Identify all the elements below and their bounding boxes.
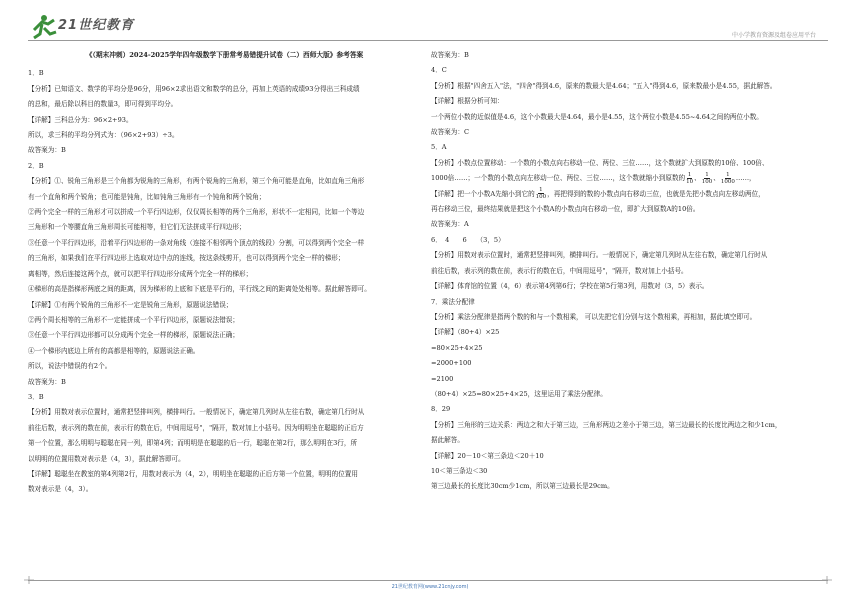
- answer-line: ③任意一个平行四边形都可以分成两个完全一样的梯形，原题说法正确；: [28, 331, 239, 340]
- answer-line: 三角形和一个等腰直角三角形周长可能相等，但它们无法拼成平行四边形；: [28, 223, 246, 232]
- answer-line: =2100: [431, 374, 454, 383]
- right-column: [431, 48, 826, 495]
- platform-tagline: 中小学教育资源及组卷应用平台: [731, 32, 816, 39]
- line-text: ，再把得到的数的小数点向右移动三位，也就是先把小数点向左移动两位，: [547, 189, 765, 198]
- answer-line: 故答案为：C: [431, 128, 470, 137]
- answer-line: 【分析】三角形的三边关系：两边之和大于第三边，三角形两边之差小于第三边，第三边最长的长度比两边之和少1cm，: [431, 420, 782, 429]
- answer-line: ④一个梯形内底边上所有的高都是相等的，原题说法正确。: [28, 346, 200, 355]
- answer-line: 故答案为：B: [431, 51, 469, 59]
- answer-line: 数对表示是（4，3）。: [28, 485, 93, 494]
- line-text: 1000倍……；一个数的小数点向左移动一位、两位、三位……，这个数就缩小到原数的: [431, 174, 686, 183]
- line-text: 【详解】把一个小数A先缩小到它的: [431, 189, 535, 198]
- answer-line: 有一个直角和两个锐角；也可能是钝角，比如钝角三角形有一个钝角和两个锐角；: [28, 192, 266, 201]
- denominator: 100: [535, 194, 547, 201]
- separator: 、: [713, 174, 720, 183]
- answer-line: 2．B: [28, 161, 44, 170]
- answer-line: 离相等，然后连接这两个点，就可以把平行四边形分成两个完全一样的梯形；: [28, 269, 253, 278]
- answer-line: 第三边最长的长度比30cm少1cm，所以第三边最长是29cm。: [431, 482, 614, 491]
- answer-line: 【详解】根据分析可知：: [431, 97, 504, 106]
- fraction: [721, 172, 735, 185]
- footer-link[interactable]: 21世纪教育网(www.21cnjy.com): [391, 584, 469, 590]
- left-column: [28, 48, 421, 498]
- answer-line: 以明明的位置用数对表示是（4，3），据此解答即可。: [28, 454, 185, 463]
- answer-line: 故答案为：B: [28, 146, 66, 155]
- answer-line: =2000+100: [431, 359, 472, 368]
- answer-line: （80+4）×25=80×25+4×25，这里运用了乘法分配律。: [431, 389, 607, 398]
- denominator: 100: [701, 178, 713, 185]
- numerator: 1: [539, 187, 543, 194]
- answer-line: 【分析】乘法分配律是指两个数的和与一个数相乘， 可以先把它们分别与这个数相乘，再相加，据此填空即可。: [431, 312, 757, 321]
- numerator: 1: [705, 171, 709, 178]
- numerator: 1: [726, 171, 730, 178]
- answer-line: 故答案为：B: [28, 377, 66, 386]
- answer-line: 据此解答。: [431, 436, 464, 445]
- answer-line: 【详解】①有两个锐角的三角形不一定是锐角三角形，原题说法错误；: [28, 300, 233, 309]
- answer-line: 10＜第三条边＜30: [431, 466, 488, 475]
- answer-line: 【详解】（80+4）×25: [431, 328, 500, 337]
- answer-line: 第一个位置，那么明明与聪聪在同一列，即第4列；而明明是在聪聪的后一行，聪聪在第2行，那么明明在3行，所: [28, 439, 358, 448]
- answer-line: 6． 4 6 （3，5）: [431, 235, 505, 244]
- answer-line: ③任意一个平行四边形，沿着平行四边形的一条对角线（连接不相邻两个顶点的线段）分割，可以得到两个完全一样: [28, 238, 365, 247]
- answer-line: 1．B: [28, 69, 44, 78]
- answer-line: 5．A: [431, 143, 447, 152]
- answer-line: 【分析】用数对表示位置时，通常把竖排叫列，横排叫行。一般情况下，确定第几列时从左往右数，确定第几行时从: [28, 408, 365, 417]
- answer-line: 4．C: [431, 66, 447, 75]
- answer-line: 【分析】用数对表示位置时，通常把竖排叫列，横排叫行。一般情况下，确定第几列时从左往右数，确定第几行时从: [431, 251, 768, 260]
- answer-line: 【分析】根据"四舍五入"法，"四舍"得到4.6，原来的数最大是4.64；"五入"得到4.6，原来数最小是4.55，据此解答。: [431, 81, 777, 90]
- document-title: 《（期末冲刺）2024-2025学年四年级数学下册常考易错提升试卷（二）西师大版》参考答案: [85, 51, 364, 59]
- answer-line: 7．乘法分配律: [431, 297, 475, 306]
- footer-divider: [28, 580, 828, 581]
- separator: ……，: [735, 174, 756, 183]
- answer-line: 【分析】已知语文、数学的平均分是96分，用96×2求出语文和数学的总分，再加上英语的成绩93分得出三科成绩: [28, 84, 360, 93]
- answer-line: 3．B: [28, 392, 44, 401]
- numerator: 1: [687, 171, 692, 178]
- answer-line: 一个两位小数的近似值是4.6，这个小数最大是4.64，最小是4.55，这个两位小数是4.55~4.64之间的两位小数。: [431, 112, 763, 121]
- answer-line-with-fractions: [431, 171, 826, 186]
- answer-line: 8．29: [431, 405, 451, 414]
- fraction: [702, 172, 713, 185]
- answer-line: ②两个周长相等的三角形不一定能拼成一个平行四边形，原题说法错误；: [28, 315, 239, 324]
- answer-line: =80×25+4×25: [431, 343, 483, 352]
- answer-line: 所以，求三科的平均分列式为：（96×2+93）÷3。: [28, 131, 179, 140]
- separator: 、: [694, 174, 701, 183]
- answer-line: 【详解】体育馆的位置（4，6）表示第4列第6行；学校在第5行第3列，用数对（3，5）表示。: [431, 282, 709, 291]
- answer-line: 所以，说法中错误的有2个。: [28, 362, 112, 371]
- denominator: 10: [686, 178, 694, 185]
- answer-line: 再右移动三位，最终结果就是把这个小数A的小数点向右移动一位，即扩大到原数A的10倍。: [431, 205, 700, 214]
- header-divider: [28, 40, 828, 41]
- denominator: 1000: [720, 178, 735, 185]
- answer-line: 【详解】20－10＜第三条边＜20＋10: [431, 451, 544, 460]
- answer-line: 【详解】聪聪坐在教室的第4列第2行，用数对表示为（4，2），明明坐在聪聪的正后方第一个位置，明明的位置用: [28, 469, 358, 478]
- answer-line: 故答案为：A: [431, 220, 469, 229]
- answer-line: 【详解】三科总分为：96×2+93。: [28, 115, 133, 124]
- answer-line: 前往后数，表示列的数在前，表示行的数在后，中间用逗号"，"隔开，数对加上小括号。: [431, 266, 688, 275]
- answer-line: ②两个完全一样的三角形才可以拼成一个平行四边形，仅仅周长相等的两个三角形，形状不一定相同，比如一个等边: [28, 208, 365, 217]
- answer-line: 前往后数，表示列的数在前，表示行的数在后，中间用逗号"，"隔开，数对加上小括号。因为明明坐在聪聪的正后方: [28, 423, 364, 432]
- answer-line: 【分析】①、锐角三角形是三个角都为锐角的三角形，有两个锐角的三角形，第三个角可能是直角，比如直角三角形: [28, 177, 365, 186]
- fraction: [536, 187, 547, 200]
- logo-text: 21世纪教育: [58, 18, 135, 33]
- answer-line: 的三角形，如果我们在平行四边形上选取对边中点的连线，按这条线剪开，也可以得到两个完全一样的梯形；: [28, 254, 345, 263]
- answer-line: 【分析】小数点位置移动：一个数的小数点向右移动一位、两位、三位……，这个数就扩大到原数的10倍、100倍、: [431, 158, 769, 167]
- answer-line-with-fractions: [431, 187, 826, 202]
- fraction: [686, 172, 693, 185]
- answer-line: ④梯形的高是指梯形两底之间的距离，因为梯形的上底和下底是平行的，平行线之间的距离处处相等。据此解答即可。: [28, 285, 371, 294]
- answer-line: 的总和，最后除以科目的数量3，即可得到平均分。: [28, 100, 178, 109]
